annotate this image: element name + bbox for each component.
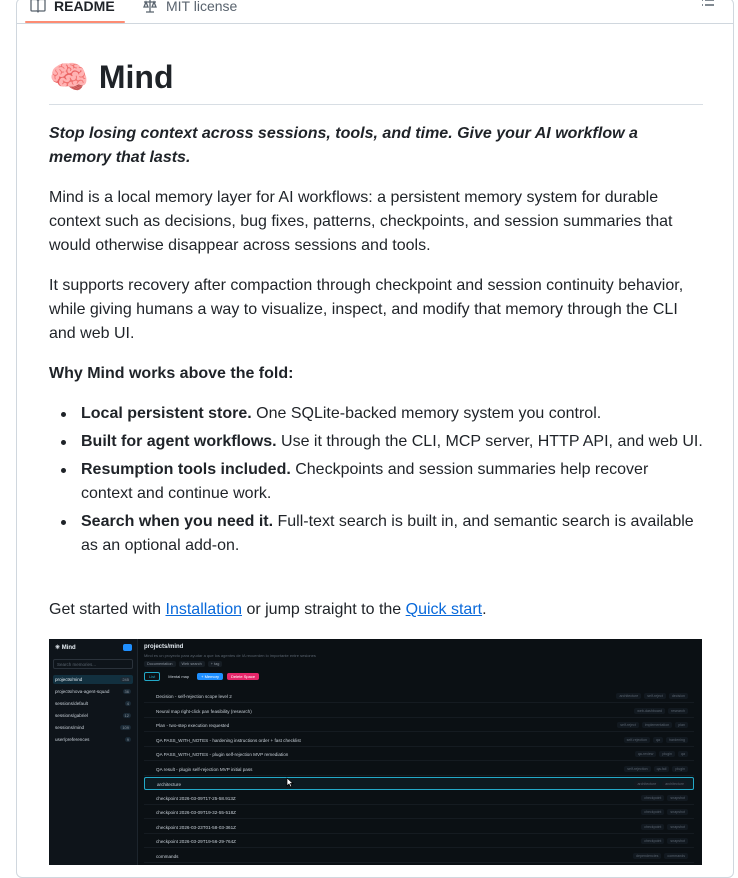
why-heading: Why Mind works above the fold: — [49, 365, 294, 382]
app-screenshot — [49, 639, 702, 865]
tab-license-label: MIT license — [166, 0, 238, 14]
row-tag: self-reject — [644, 693, 666, 699]
feature-text: Use it through the CLI, MCP server, HTTP API, and web UI. — [276, 433, 703, 450]
table-row — [144, 777, 694, 790]
quick-start-link[interactable]: Quick start — [405, 601, 483, 618]
screenshot-brand: ✳ Mind — [55, 645, 76, 651]
list-item — [81, 430, 703, 454]
row-text: QA PASS_WITH_NOTES - hardening instructions order + fast checklist — [156, 738, 301, 743]
row-tag: commands — [664, 853, 688, 859]
get-started-middle: or jump straight to the — [242, 601, 406, 618]
table-row — [144, 850, 694, 863]
table-row — [144, 690, 694, 703]
table-row — [144, 734, 694, 747]
row-text: architecture — [157, 782, 182, 787]
active-tab-indicator — [25, 21, 125, 23]
list-item — [81, 458, 703, 506]
list-item — [81, 510, 703, 558]
row-tag: architecture — [616, 693, 641, 699]
table-row — [144, 748, 694, 761]
table-row — [144, 705, 694, 718]
book-icon — [30, 0, 46, 14]
row-tag: checkpoint — [641, 795, 664, 801]
row-tag: checkpoint — [641, 809, 664, 815]
project-count: 4 — [126, 701, 129, 706]
row-text: checkpoint 2026-03-29T19-56-29-764Z — [156, 839, 236, 844]
row-tag: architecture — [662, 781, 687, 787]
feature-text: One SQLite-backed memory system you control. — [251, 405, 602, 422]
row-tag: plan — [675, 722, 688, 728]
project-count: 12 — [124, 713, 129, 718]
row-tag: checkpoint — [641, 824, 664, 830]
screenshot-brand-badge — [123, 644, 132, 651]
row-tag: checkpoint — [641, 838, 664, 844]
project-label: projects/nova-agent-squad — [55, 689, 110, 694]
row-text: checkpoint 2026-03-23T01-58-03-361Z — [156, 825, 236, 830]
row-tag: self-rejection — [624, 737, 650, 743]
row-tag: snapshot — [667, 795, 688, 801]
row-tag: qa-review — [635, 751, 657, 757]
tab-readme-label: README — [54, 0, 115, 14]
scale-icon — [142, 0, 158, 14]
project-count: 9 — [126, 737, 129, 742]
row-tag: plugin — [672, 766, 688, 772]
list-item — [81, 402, 703, 426]
row-tag: self-reject — [617, 722, 639, 728]
list-item — [53, 675, 133, 684]
screenshot-chips — [144, 661, 222, 667]
list-outline-icon — [700, 0, 716, 8]
feature-list — [49, 402, 703, 562]
list-item — [53, 699, 133, 708]
get-started-prefix: Get started with — [49, 601, 166, 618]
screenshot-map-button: Mental map — [168, 674, 190, 679]
row-text: commands — [156, 854, 179, 859]
tab-license[interactable] — [142, 0, 237, 21]
screenshot-list-button: List — [144, 672, 160, 681]
intro-paragraph: Mind is a local memory layer for AI workflows: a persistent memory system for durable context such as decisions, bug fixes, patterns, checkpoints, and session summaries that would otherwise disappear across sessions and tools. — [49, 189, 673, 254]
row-text: Neural map right-click pan feasibility (research) — [156, 709, 252, 714]
project-label: user/preferences — [55, 737, 90, 742]
list-item — [53, 711, 133, 720]
page-title-text: Mind — [98, 58, 174, 95]
row-tag: implementation — [642, 722, 672, 728]
feature-text: Checkpoints and session summaries help recover context and continue work. — [81, 461, 649, 502]
project-label: sessions/mind — [55, 725, 85, 730]
table-row — [144, 806, 694, 819]
screenshot-search: Search memories... — [53, 659, 133, 669]
row-text: QA result - plugin self-rejection MVP initial pass — [156, 767, 253, 772]
screenshot-chip: + tag — [208, 661, 223, 667]
row-tag: decision — [669, 693, 688, 699]
outline-button[interactable] — [700, 0, 716, 13]
project-label: sessions/gabriel — [55, 713, 88, 718]
get-started-suffix: . — [482, 601, 487, 618]
screenshot-title: projects/mind — [144, 644, 184, 650]
feature-title: Resumption tools included. — [81, 461, 291, 478]
screenshot-add-memory-button: + Memory — [197, 673, 223, 680]
screenshot-brand-label: Mind — [61, 645, 76, 651]
readme-content — [49, 56, 703, 618]
row-text: Decision - self-rejection scope level 2 — [156, 694, 232, 699]
screenshot-toolbar — [144, 672, 259, 681]
table-row — [144, 835, 694, 848]
row-text: Plan - two-step execution requested — [156, 723, 230, 728]
table-row — [144, 763, 694, 776]
brain-icon: 🧠 — [49, 59, 89, 95]
row-tag: web-dashboard — [634, 708, 665, 714]
project-count: 245 — [122, 677, 129, 682]
row-tag: qa — [678, 751, 688, 757]
table-row — [144, 792, 694, 805]
row-text: QA PASS_WITH_NOTES - plugin self-rejection MVP remediation — [156, 752, 289, 757]
tab-readme[interactable] — [30, 0, 115, 21]
screenshot-subtitle: Mind es un proyecto para ayudar a que los agentes de IA recuerden lo importante entre sesiones — [144, 653, 316, 658]
table-row — [144, 719, 694, 732]
row-tag: architecture — [634, 781, 659, 787]
row-tag: hardening — [666, 737, 688, 743]
row-tag: self-rejection — [624, 766, 650, 772]
feature-title: Local persistent store. — [81, 405, 252, 422]
recovery-paragraph: It supports recovery after compaction through checkpoint and session continuity behavior, while giving humans a way to visualize, inspect, and modify that memory through the CLI and web UI. — [49, 277, 684, 342]
project-count: 36 — [124, 689, 129, 694]
list-item — [53, 723, 133, 732]
row-tag: research — [668, 708, 688, 714]
screenshot-delete-button: Delete Space — [227, 673, 259, 680]
installation-link[interactable]: Installation — [165, 601, 242, 618]
row-tag: qa-fail — [654, 766, 670, 772]
row-tag: snapshot — [667, 824, 688, 830]
tagline: Stop losing context across sessions, tools, and time. Give your AI workflow a memory that lasts. — [49, 125, 638, 166]
row-tag: snapshot — [667, 809, 688, 815]
screenshot-sidebar — [49, 639, 138, 865]
screenshot-chip: Web search — [179, 661, 205, 667]
page-title — [49, 56, 703, 105]
project-label: projects/mind — [55, 677, 83, 682]
table-row — [144, 821, 694, 834]
list-item — [53, 735, 133, 744]
row-text: checkpoint 2026-03-09T17-25-58.913Z — [156, 796, 236, 801]
row-tag: plugin — [659, 751, 675, 757]
row-tag: qa — [653, 737, 663, 743]
list-item — [53, 687, 133, 696]
feature-title: Built for agent workflows. — [81, 433, 277, 450]
readme-tabs — [16, 0, 734, 24]
project-count: 109 — [122, 725, 129, 730]
row-text: checkpoint 2026-03-09T19-32-55-518Z — [156, 810, 236, 815]
screenshot-chip: Documentation — [144, 661, 176, 667]
feature-text: Full-text search is built in, and semantic search is available as an optional add-on. — [81, 513, 694, 554]
screenshot-main — [144, 639, 698, 865]
row-tag: snapshot — [667, 838, 688, 844]
row-tag: dependencies — [633, 853, 661, 859]
project-label: sessions/default — [55, 701, 88, 706]
get-started-text — [49, 598, 487, 622]
feature-title: Search when you need it. — [81, 513, 274, 530]
pointer-cursor-icon — [286, 777, 294, 788]
